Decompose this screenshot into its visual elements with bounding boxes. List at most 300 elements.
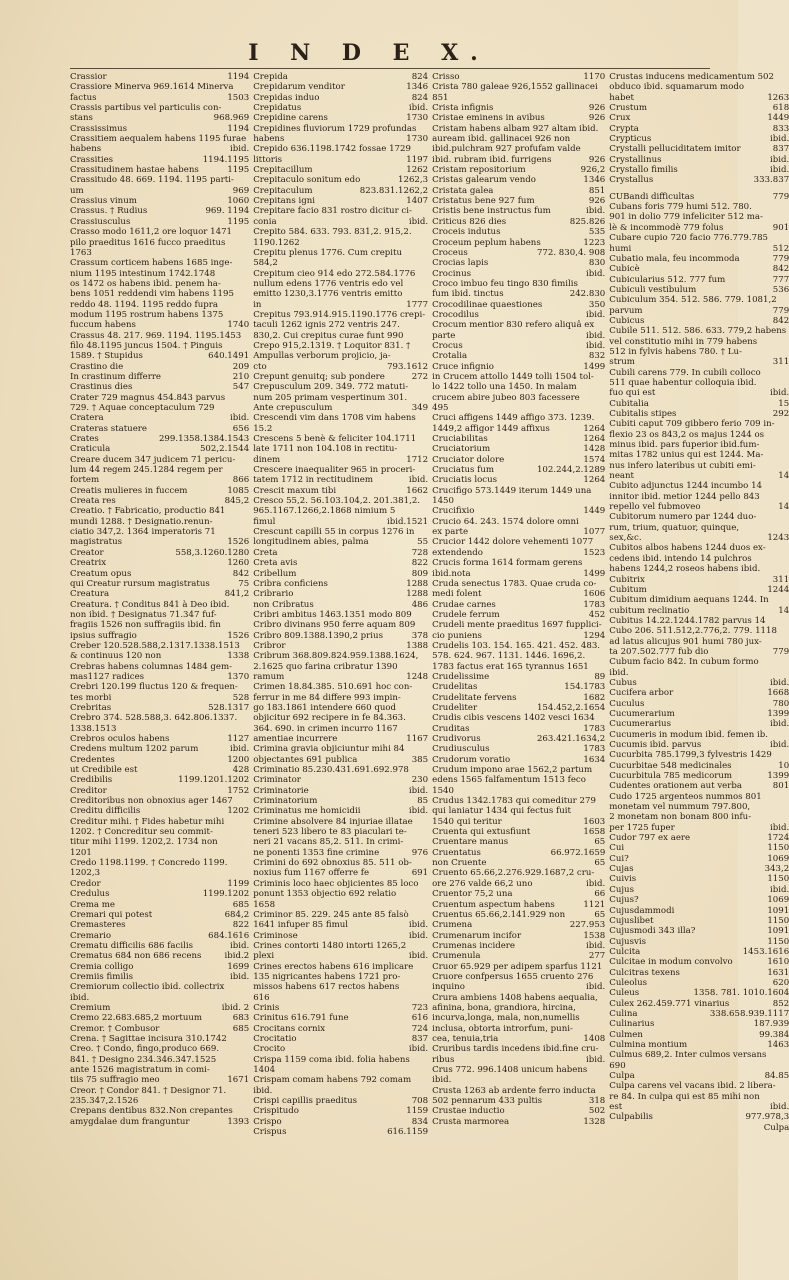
index-entry: [253, 475, 428, 485]
index-reference: 1393: [227, 1116, 250, 1127]
index-entry: [70, 848, 249, 858]
index-entry: [432, 1086, 605, 1096]
index-entry: [70, 196, 249, 206]
index-term: Creatum opus: [70, 568, 132, 579]
index-entry: [253, 1127, 428, 1137]
index-entry: [432, 765, 605, 775]
index-reference: 728: [411, 547, 429, 558]
index-entry: [70, 1034, 249, 1044]
index-reference: ibid.: [408, 785, 429, 796]
index-term: Crema me: [70, 899, 116, 910]
index-entry: [253, 506, 428, 516]
index-reference: ibid.: [408, 920, 429, 931]
index-reference: [246, 403, 249, 413]
index-term: Crocus: [432, 340, 463, 351]
index-entry: [70, 827, 249, 837]
index-reference: 1077: [583, 527, 606, 538]
index-reference: [425, 703, 428, 713]
index-entry: [609, 864, 789, 874]
index-reference: [246, 868, 249, 878]
index-term: os 1472 os habens ibid. penem ha-: [70, 278, 221, 289]
index-reference: 1338: [227, 651, 250, 662]
index-term: vel constitutio mihi in 779 habens: [609, 336, 758, 347]
index-term: Crispi capillis praeditus: [253, 1096, 358, 1107]
index-entry: [609, 409, 789, 419]
index-term: Crystallo fimilis: [609, 165, 678, 176]
index-reference: [425, 1065, 428, 1075]
index-reference: 486: [411, 599, 429, 610]
index-reference: [425, 817, 428, 827]
index-term: Crudeli mente praeditus 1697 fupplici-: [432, 620, 602, 631]
index-reference: [246, 310, 249, 320]
index-entry: [70, 620, 249, 630]
index-term: Crassior: [70, 72, 107, 82]
index-term: Culcitae in modum convolvo: [609, 957, 733, 968]
index-term: Culcitras texens: [609, 967, 680, 978]
index-reference: 1244: [767, 584, 789, 595]
index-term: Cucurbitae 548 medicinales: [609, 760, 732, 771]
index-term: Cubitus 14.22.1244.1782 parvus 14: [609, 615, 766, 626]
index-entry: [609, 854, 789, 864]
index-reference: [425, 620, 428, 630]
index-entry: [609, 337, 789, 347]
index-reference: 1288: [406, 589, 429, 600]
index-reference: [246, 269, 249, 279]
index-entry: [253, 351, 428, 361]
index-entry: [253, 310, 428, 320]
index-entry: [609, 430, 789, 440]
index-term: modum 1195 rostrum habens 1375: [70, 309, 224, 320]
index-reference: 777: [772, 274, 789, 285]
index-term: Creatura: [70, 589, 110, 600]
index-term: Crustae inductio: [432, 1106, 505, 1117]
index-term: Cruentor 75,2 una: [432, 889, 513, 900]
index-reference: 84.85: [764, 1071, 789, 1081]
index-term: Crassiusculus: [70, 216, 131, 227]
index-term: innitor ibid. metior 1244 pello 843: [609, 491, 760, 502]
index-reference: 528: [232, 692, 250, 703]
index-term: Crypticus: [609, 134, 652, 145]
index-entry: [609, 357, 789, 367]
index-reference: [425, 610, 428, 620]
index-term: cio puniens: [432, 630, 482, 641]
index-term: Crepitaculum: [253, 185, 313, 196]
index-reference: ibid.: [586, 878, 606, 889]
index-term: flexio 23 os 843,2 os majus 1244 os: [609, 429, 765, 440]
index-entry: [70, 289, 249, 299]
index-term: Cribrum 368.809.824.959.1388.1624,: [253, 651, 419, 662]
index-entry: [70, 651, 249, 661]
index-entry: [253, 972, 428, 982]
index-entry: [253, 672, 428, 682]
index-entry: [70, 382, 249, 392]
index-entry: [432, 900, 605, 910]
index-entry: [253, 786, 428, 796]
index-term: Crepidines fluviorum 1729 profundas: [253, 123, 417, 134]
index-reference: 1288: [406, 578, 429, 589]
index-reference: [246, 1044, 249, 1054]
index-entry: [70, 269, 249, 279]
index-entry: [253, 517, 428, 527]
index-entry: [609, 175, 789, 185]
index-term: 851: [432, 92, 449, 103]
index-term: Crustas inducens medicamentum 502: [609, 72, 774, 82]
index-reference: 968.969: [213, 113, 250, 124]
index-entry: [253, 993, 428, 1003]
index-entry: [432, 910, 605, 920]
index-term: Crescere inaequaliter 965 in proceri-: [253, 465, 416, 476]
index-reference: [425, 341, 428, 351]
index-term: Cratera: [70, 413, 104, 424]
index-term: ibid.: [253, 1085, 273, 1096]
index-reference: ibid.: [229, 744, 250, 755]
index-term: fum ibid. tinctus: [432, 289, 504, 300]
index-reference: 528.1317: [208, 702, 250, 713]
index-entry: [253, 548, 428, 558]
index-term: incurva,longa, mala, non,numellis: [432, 1013, 580, 1024]
index-entry: [253, 796, 428, 806]
index-term: 841. † Designo 234.346.347.1525: [70, 1054, 217, 1065]
index-reference: 1091: [767, 905, 789, 916]
index-term: Culeolus: [609, 977, 648, 988]
index-entry: [253, 744, 428, 754]
index-term: Cristata galea: [432, 185, 494, 196]
index-reference: [246, 1055, 249, 1065]
index-reference: 809: [411, 568, 429, 579]
index-reference: 969. 1194: [205, 206, 250, 217]
index-term: 690: [609, 1060, 626, 1071]
index-term: Crepidatus: [253, 103, 302, 114]
index-entry: [70, 113, 249, 123]
index-reference: [602, 93, 605, 103]
index-reference: 1202: [227, 806, 250, 817]
index-entry: [609, 812, 789, 822]
index-term: Crocitatio: [253, 1033, 297, 1044]
index-term: Crebros oculos habens: [70, 734, 170, 744]
index-reference: 452: [588, 609, 606, 620]
index-reference: 1699: [227, 961, 250, 972]
index-reference: [425, 144, 428, 154]
index-reference: 616.1159: [387, 1127, 429, 1138]
index-term: In crastinum differre: [70, 371, 162, 382]
index-reference: ibid.: [229, 971, 250, 982]
index-reference: 1150: [767, 843, 789, 854]
index-entry: [70, 982, 249, 992]
index-term: edens 1565 falfamentum 1513 feco: [432, 775, 586, 786]
index-entry: [432, 372, 605, 382]
index-term: habet: [609, 92, 634, 103]
index-reference: [425, 1086, 428, 1096]
index-entry: [609, 781, 789, 791]
index-term: Cubitalia: [609, 398, 649, 409]
index-term: Croceis indutus: [432, 227, 501, 238]
index-reference: 842: [772, 315, 789, 326]
index-term: Cremasteres: [70, 920, 126, 931]
index-term: Crudelissime: [432, 671, 490, 682]
index-entry: [253, 848, 428, 858]
index-reference: 10: [778, 760, 789, 771]
index-term: ibid.pulchram 927 profufam valde: [432, 144, 581, 155]
index-entry: [253, 82, 428, 92]
index-term: 502 pennarum 433 pultis: [432, 1096, 543, 1107]
index-entry: [253, 837, 428, 847]
index-term: mas1127 radices: [70, 671, 145, 682]
index-term: Cucumis ibid. parvus: [609, 740, 702, 750]
index-entry: [432, 951, 605, 961]
index-entry: [253, 186, 428, 196]
index-term: qui Creatur rursum magistratus: [70, 578, 210, 589]
index-reference: [425, 889, 428, 899]
index-reference: ibid.: [229, 940, 250, 951]
index-entry: [253, 693, 428, 703]
index-term: Crocodilus: [432, 309, 479, 320]
index-term: ad latus alicujus 901 humi 780 jux-: [609, 636, 762, 647]
index-entry: [70, 527, 249, 537]
index-term: Cribrario: [253, 589, 294, 600]
index-term: Cujus?: [609, 895, 639, 906]
index-term: Crimine absolvere 84 injuriae illatae: [253, 816, 413, 827]
index-entry: [253, 631, 428, 641]
index-term: ibid. rubram ibid. furrigens: [432, 154, 552, 165]
index-term: 1641 infuper 85 fimul: [253, 920, 349, 931]
index-term: Crassius vinum: [70, 196, 137, 207]
index-term: 1658: [253, 899, 276, 910]
index-term: Creditu difficilis: [70, 806, 141, 817]
index-term: Crinitus 616.791 fune: [253, 1013, 349, 1024]
index-entry: [432, 879, 605, 889]
index-entry: [253, 765, 428, 775]
index-reference: 1668: [767, 688, 789, 699]
index-entry: [432, 227, 605, 237]
index-term: extendendo: [432, 547, 483, 558]
index-entry: [432, 103, 605, 113]
index-term: Creta avis: [253, 558, 298, 569]
index-entry: [70, 569, 249, 579]
index-term: mitas 1782 unius qui est 1244. Ma-: [609, 450, 764, 461]
index-term: Ampullas verborum projicio, ja-: [253, 351, 391, 362]
index-reference: [246, 465, 249, 475]
index-entry: [609, 212, 789, 222]
index-entry: [609, 678, 789, 688]
index-reference: 318: [588, 1096, 606, 1107]
index-reference: 277: [588, 951, 606, 962]
index-reference: ibid.: [586, 330, 606, 341]
index-reference: 1730: [406, 134, 429, 145]
index-term: tatem 1712 in rectitudinem: [253, 475, 374, 486]
index-entry: [432, 217, 605, 227]
index-reference: 1150: [767, 936, 789, 947]
index-entry: [70, 868, 249, 878]
index-term: Crispam comam habens 792 comam: [253, 1075, 412, 1086]
index-reference: [425, 382, 428, 392]
index-entry: [70, 424, 249, 434]
index-reference: 830: [588, 258, 606, 269]
index-term: ibid.: [609, 667, 629, 678]
index-entry: [609, 926, 789, 936]
index-reference: [246, 682, 249, 692]
index-reference: [246, 248, 249, 258]
index-reference: [602, 972, 605, 982]
index-entry: [70, 227, 249, 237]
index-entry: [70, 817, 249, 827]
index-term: 1783 factus erat 165 tyrannus 1651: [432, 661, 589, 672]
index-reference: [602, 403, 605, 413]
index-entry: [253, 817, 428, 827]
index-reference: 1388: [406, 640, 429, 651]
index-term: Criminor 85. 229. 245 ante 85 falsò: [253, 909, 409, 920]
index-reference: 779: [772, 191, 789, 202]
index-reference: 926: [588, 196, 606, 207]
index-reference: 558,3.1260.1280: [175, 547, 250, 558]
index-entry: [253, 362, 428, 372]
index-entry: [253, 941, 428, 951]
index-term: Croco imbuo feu tingo 830 fimilis: [432, 278, 578, 289]
index-term: ut Credibile est: [70, 765, 138, 776]
index-reference: [425, 713, 428, 723]
index-entry: [70, 331, 249, 341]
index-term: Criminis loco haec objicientes 85 loco: [253, 878, 419, 889]
index-term: Crepans dentibus 832.Non crepantes: [70, 1106, 233, 1117]
index-reference: 683: [232, 1013, 250, 1024]
index-entry: [70, 455, 249, 465]
index-entry: [70, 631, 249, 641]
index-reference: [246, 455, 249, 465]
index-reference: [602, 279, 605, 289]
index-reference: 209: [232, 361, 250, 372]
index-term: 1540: [432, 785, 454, 796]
index-term: Crux: [609, 113, 631, 124]
index-reference: [602, 558, 605, 568]
index-reference: 512: [772, 243, 789, 254]
index-reference: 1150: [767, 915, 789, 926]
index-entry: [609, 906, 789, 916]
index-term: ante 1526 magistratum in comi-: [70, 1065, 210, 1075]
index-reference: [602, 82, 605, 92]
index-term: magistratus: [70, 537, 123, 548]
index-entry: [253, 1024, 428, 1034]
index-entry: [432, 817, 605, 827]
index-term: Cucurbitula 785 medicorum: [609, 771, 733, 782]
index-reference: 1634: [583, 754, 606, 765]
index-term: Cubare cupio 720 facio 776.779.785: [609, 233, 769, 244]
index-reference: ibid.: [769, 740, 789, 750]
index-reference: 85: [417, 796, 429, 807]
index-reference: 1740: [227, 320, 250, 331]
index-entry: [70, 186, 249, 196]
index-entry: [70, 248, 249, 258]
index-reference: [602, 382, 605, 392]
index-reference: 1199.1202: [202, 889, 250, 900]
index-entry: [253, 465, 428, 475]
index-reference: 311: [772, 574, 789, 585]
index-term: cto: [253, 361, 267, 372]
index-reference: 1199: [227, 878, 250, 889]
index-term: littoris: [253, 154, 283, 165]
index-reference: ibid.: [769, 1102, 789, 1113]
index-reference: 1194.1195: [202, 154, 250, 165]
index-term: Crepitaculo sonitum edo: [253, 175, 361, 186]
index-term: Crassis partibus vel particulis con-: [70, 103, 222, 114]
index-entry: [70, 579, 249, 589]
index-reference: ibid.: [408, 216, 429, 227]
index-entry: [70, 600, 249, 610]
index-entry: [609, 792, 789, 802]
index-term: humi: [609, 243, 632, 254]
index-term: amygdalae dum franguntur: [70, 1116, 190, 1127]
index-entry: [70, 775, 249, 785]
index-reference: [425, 351, 428, 361]
index-entry: [432, 1075, 605, 1085]
index-reference: 154.452,2.1654: [536, 702, 606, 713]
index-term: Cubile 511. 512. 586. 633. 779,2 habens: [609, 326, 787, 337]
index-reference: 640.1491: [208, 351, 250, 362]
index-entry: [609, 968, 789, 978]
index-term: Crassus. † Rudius: [70, 206, 148, 217]
index-term: Cristatus bene 927 fum: [432, 196, 535, 207]
index-entry: [432, 589, 605, 599]
index-term: Crates: [70, 434, 99, 445]
index-term: Crescunt capilli 55 in corpus 1276 in: [253, 527, 415, 538]
index-entry: [432, 693, 605, 703]
index-entry: [70, 1106, 249, 1116]
index-term: Cubitum: [609, 584, 647, 595]
index-entry: [253, 1044, 428, 1054]
index-term: Creber 120.528.588,2.1317.1338.1513: [70, 640, 240, 651]
index-term: Culmen: [609, 1029, 643, 1040]
index-entry: [70, 1044, 249, 1054]
index-term: Cruentare manus: [432, 837, 509, 848]
index-term: in Crucem attollo 1449 tolli 1504 tol-: [432, 371, 594, 382]
index-term: ta 207.502.777 fub dio: [609, 646, 709, 657]
index-reference: ibid.: [769, 884, 789, 895]
index-entry: [70, 910, 249, 920]
index-entry: [70, 393, 249, 403]
index-reference: 1399: [767, 708, 789, 719]
index-term: Crassitiem aequalem habens 1195 furae: [70, 134, 247, 145]
index-term: Crudis cibis vescens 1402 vesci 1634: [432, 713, 595, 724]
index-term: Crumena: [432, 920, 473, 931]
index-term: Cruentatus: [432, 847, 481, 858]
index-entry: [432, 1055, 605, 1065]
index-reference: [602, 413, 605, 423]
index-entry: [432, 434, 605, 444]
index-term: Cruciabilitas: [432, 434, 488, 445]
index-entry: [253, 806, 428, 816]
index-entry: [432, 362, 605, 372]
index-entry: [253, 1086, 428, 1096]
index-reference: 1449: [583, 506, 606, 517]
index-term: Crypta: [609, 123, 639, 134]
index-reference: [425, 993, 428, 1003]
index-term: Crudelis 103. 154. 165. 421. 452. 483.: [432, 640, 601, 651]
index-term: Cruentus 65.66,2.141.929 non: [432, 909, 566, 920]
index-reference: ibid.: [769, 388, 789, 399]
index-term: Croceum peplum habens: [432, 237, 541, 248]
index-entry: [70, 889, 249, 899]
index-reference: [602, 393, 605, 403]
index-reference: 1453.1616: [742, 946, 789, 957]
index-reference: 1523: [583, 547, 606, 558]
index-entry: [432, 868, 605, 878]
index-entry: [70, 475, 249, 485]
index-term: strum: [609, 357, 635, 368]
index-term: Creditoribus non obnoxius ager 1467: [70, 796, 233, 807]
index-reference: [602, 962, 605, 972]
index-entry: [432, 682, 605, 692]
index-entry: [609, 957, 789, 967]
index-entry: [609, 657, 789, 667]
index-term: sex,&c.: [609, 533, 642, 544]
